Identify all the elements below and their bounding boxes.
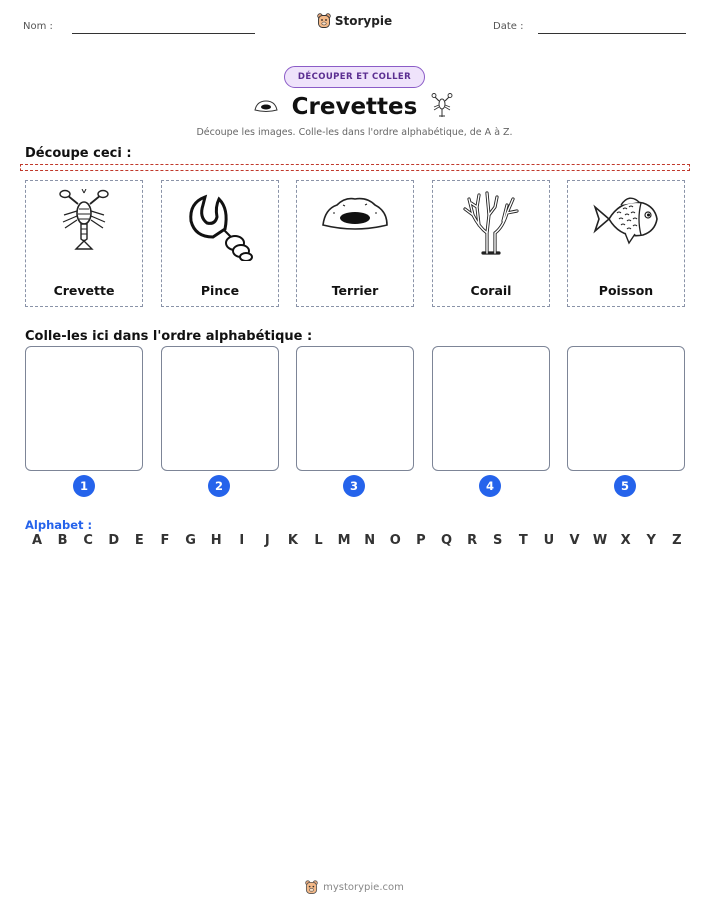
activity-badge: DÉCOUPER ET COLLER (284, 66, 425, 88)
title-row (0, 90, 709, 124)
alphabet-letter: L (314, 533, 323, 548)
date-label: Date : (493, 21, 524, 32)
alphabet-letter: E (134, 533, 144, 548)
alphabet-letter: Q (440, 533, 453, 548)
instructions: Découpe les images. Colle-les dans l'ordre alphabétique, de A à Z. (196, 127, 513, 138)
lobster-icon (54, 189, 114, 259)
slot-number-badge: 2 (208, 475, 230, 497)
brand-name: Storypie (334, 14, 393, 28)
alphabet-letter: R (467, 533, 478, 548)
alphabet-letter: I (239, 533, 245, 548)
page-title: Crevettes (291, 94, 418, 120)
brand-header (0, 13, 709, 29)
alphabet-letter: A (31, 533, 43, 548)
alphabet-letter: P (416, 533, 426, 548)
alphabet-letter: B (57, 533, 68, 548)
alphabet-letter: C (83, 533, 93, 548)
footer-url[interactable]: mystorypie.com (323, 882, 404, 893)
alphabet-letter: G (185, 533, 196, 548)
cut-line (20, 164, 690, 171)
slot-number-badge: 3 (343, 475, 365, 497)
coral-icon (461, 189, 521, 255)
name-label: Nom : (23, 21, 53, 32)
card-label: Terrier (331, 283, 379, 298)
cut-card-terrier[interactable] (296, 180, 414, 307)
alphabet-letter: O (389, 533, 401, 548)
lobster-icon (430, 92, 454, 120)
paste-slot-2[interactable] (161, 346, 279, 471)
storypie-bear-icon (305, 880, 318, 895)
date-line[interactable] (538, 33, 686, 34)
alphabet-letter: F (160, 533, 170, 548)
alphabet-letter: T (518, 533, 528, 548)
paste-slot-3[interactable] (296, 346, 414, 471)
burrow-icon (319, 189, 391, 239)
alphabet-letter: U (543, 533, 555, 548)
alphabet-letter: N (364, 533, 376, 548)
paste-slot-4[interactable] (432, 346, 550, 471)
alphabet-row (27, 533, 687, 548)
alphabet-letter: W (592, 533, 608, 548)
fish-icon (591, 189, 661, 249)
cut-card-crevette[interactable] (25, 180, 143, 307)
alphabet-letter: X (620, 533, 631, 548)
alphabet-letter: H (210, 533, 222, 548)
alphabet-letter: M (337, 533, 351, 548)
card-label: Poisson (598, 283, 654, 298)
cut-card-poisson[interactable] (567, 180, 685, 307)
alphabet-letter: J (264, 533, 270, 548)
slot-number-badge: 4 (479, 475, 501, 497)
paste-section-label: Colle-les ici dans l'ordre alphabétique : (25, 329, 313, 344)
cut-card-pince[interactable] (161, 180, 279, 307)
alphabet-letter: Y (646, 533, 656, 548)
cut-card-corail[interactable] (432, 180, 550, 307)
alphabet-letter: V (569, 533, 580, 548)
footer (0, 880, 709, 895)
name-line[interactable] (72, 33, 255, 34)
cut-section-label: Découpe ceci : (25, 146, 132, 161)
alphabet-label: Alphabet : (25, 518, 93, 532)
card-label: Corail (470, 283, 512, 298)
paste-slot-1[interactable] (25, 346, 143, 471)
slot-number-badge: 1 (73, 475, 95, 497)
paste-slot-5[interactable] (567, 346, 685, 471)
slot-number-badge: 5 (614, 475, 636, 497)
alphabet-letter: S (493, 533, 503, 548)
card-label: Pince (200, 283, 240, 298)
alphabet-letter: D (108, 533, 120, 548)
alphabet-letter: K (287, 533, 298, 548)
claw-icon (185, 189, 255, 261)
alphabet-letter: Z (672, 533, 682, 548)
storypie-bear-icon (317, 13, 331, 29)
card-label: Crevette (53, 283, 115, 298)
